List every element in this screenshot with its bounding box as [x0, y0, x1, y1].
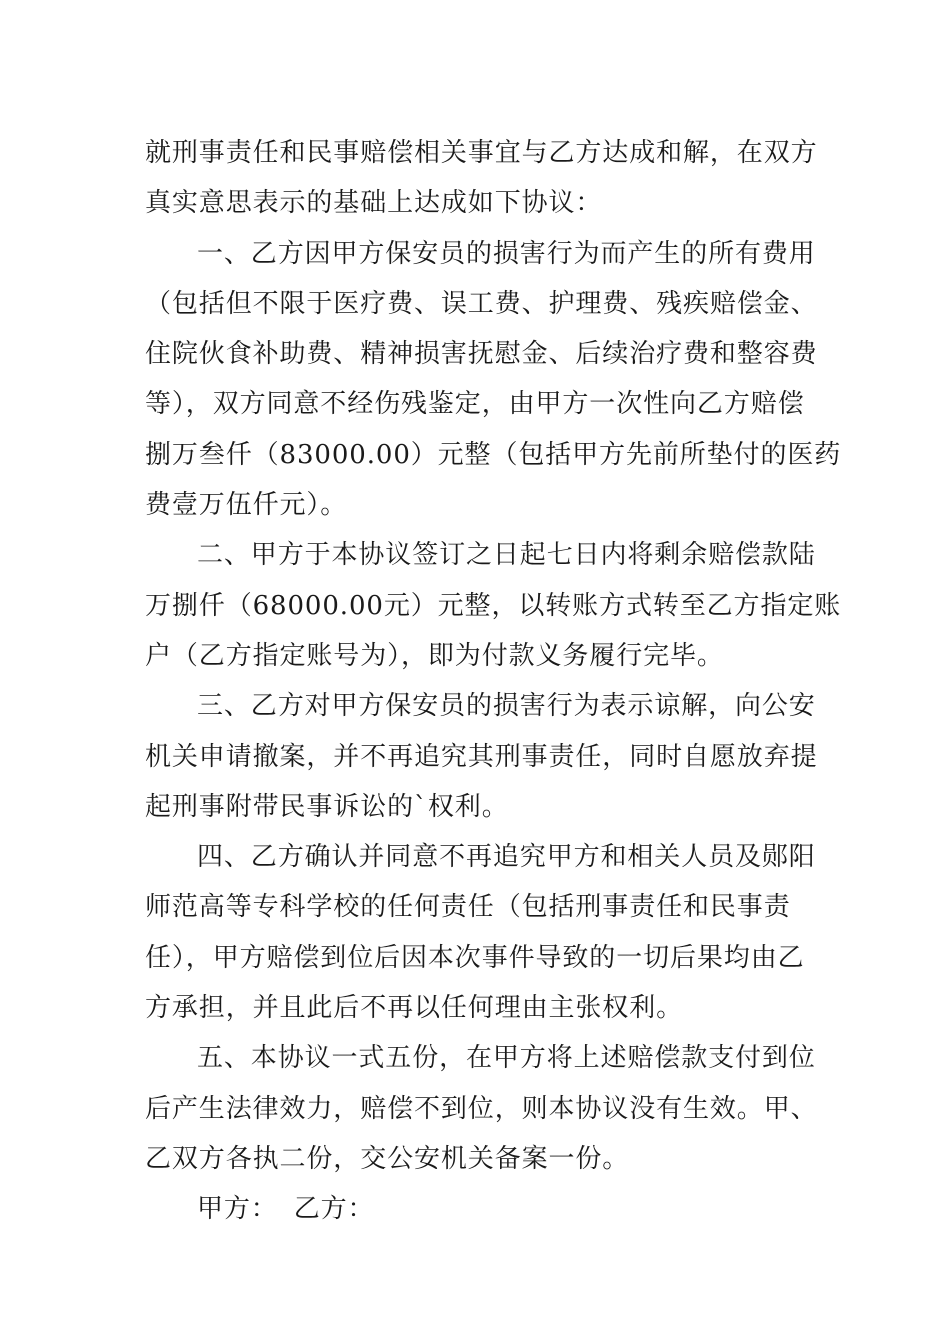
party-b-signature-label: 乙方： — [293, 1194, 375, 1225]
intro-line: 就刑事责任和民事赔偿相关事宜与乙方达成和解，在双方 — [145, 138, 818, 168]
clause-2-line: 户（乙方指定账号为），即为付款义务履行完毕。 — [145, 640, 724, 671]
party-a-signature-label: 甲方： — [197, 1194, 278, 1225]
clause-1-paragraph — [145, 229, 842, 531]
clause-5-paragraph — [145, 1033, 818, 1184]
clause-1-line: （包括但不限于医疗费、误工费、护理费、残疾赔偿金、 — [145, 288, 818, 319]
clause-4-line: 四、乙方确认并同意不再追究甲方和相关人员及郧阳 — [197, 842, 816, 873]
clause-4-line: 师范高等专科学校的任何责任（包括刑事责任和民事责 — [145, 892, 791, 923]
intro-paragraph — [145, 128, 818, 229]
clause-5-line: 五、本协议一式五份，在甲方将上述赔偿款支付到位 — [197, 1043, 816, 1074]
clause-3-paragraph — [145, 681, 818, 832]
signature-line — [145, 1184, 810, 1234]
clause-2-line: 万捌仟（68000.00元）元整，以转账方式转至乙方指定账 — [145, 590, 842, 621]
clause-5-line: 乙双方各执二份，交公安机关备案一份。 — [145, 1143, 630, 1174]
clause-4-line: 任），甲方赔偿到位后因本次事件导致的一切后果均由乙 — [145, 942, 805, 973]
clause-3-line: 三、乙方对甲方保安员的损害行为表示谅解，向公安 — [197, 691, 816, 722]
clause-3-line: 机关申请撤案，并不再追究其刑事责任，同时自愿放弃提 — [145, 741, 818, 772]
clause-5-line: 后产生法律效力，赔偿不到位，则本协议没有生效。甲、 — [145, 1093, 818, 1124]
clause-1-line: 捌万叁仟（83000.00）元整（包括甲方先前所垫付的医药 — [145, 439, 842, 470]
clause-4-paragraph — [145, 832, 816, 1033]
clause-3-line: 起刑事附带民事诉讼的`权利。 — [145, 791, 509, 822]
clause-4-line: 方承担，并且此后不再以任何理由主张权利。 — [145, 993, 684, 1024]
intro-line: 真实意思表示的基础上达成如下协议： — [145, 188, 603, 219]
clause-1-line: 等），双方同意不经伤残鉴定，由甲方一次性向乙方赔偿 — [145, 389, 805, 420]
clause-2-paragraph — [145, 530, 842, 681]
clause-1-line: 住院伙食补助费、精神损害抚慰金、后续治疗费和整容费 — [145, 339, 818, 370]
document-body — [145, 128, 842, 1235]
clause-1-line: 费壹万伍仟元）。 — [145, 490, 348, 521]
clause-2-line: 二、甲方于本协议签订之日起七日内将剩余赔偿款陆 — [197, 540, 816, 571]
clause-1-line: 一、乙方因甲方保安员的损害行为而产生的所有费用 — [197, 238, 816, 269]
